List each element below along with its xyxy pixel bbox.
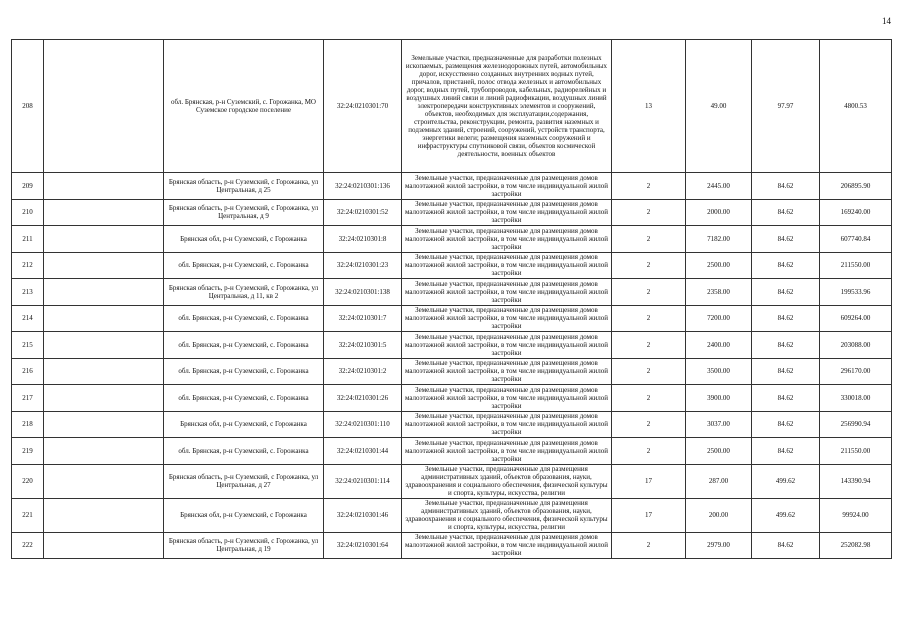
table-row (12, 385, 892, 412)
cell-cadastral-number: 32:24:0210301:114 (324, 464, 402, 498)
cell-upks: 84.62 (752, 411, 820, 438)
cell-cadastral-number: 32:24:0210301:2 (324, 358, 402, 385)
cell-number: 209 (12, 173, 44, 200)
cell-number: 211 (12, 226, 44, 253)
table-row (12, 252, 892, 279)
cell-upks: 84.62 (752, 385, 820, 412)
cell-upks: 97.97 (752, 40, 820, 173)
cell-address: Брянская область, р-н Суземский, с Горожанка, ул Центральная, д 25 (164, 173, 324, 200)
table-row (12, 332, 892, 359)
cell-empty (44, 252, 164, 279)
cell-cadastral-value: 206895.90 (820, 173, 892, 200)
cell-area: 49.00 (686, 40, 752, 173)
cell-upks: 84.62 (752, 279, 820, 306)
cell-upks: 84.62 (752, 252, 820, 279)
cell-number: 212 (12, 252, 44, 279)
cell-cadastral-value: 143390.94 (820, 464, 892, 498)
cell-empty (44, 532, 164, 559)
cell-upks: 84.62 (752, 305, 820, 332)
cell-group: 2 (612, 199, 686, 226)
cell-area: 3900.00 (686, 385, 752, 412)
cell-empty (44, 358, 164, 385)
table-row (12, 199, 892, 226)
cell-permitted-use: Земельные участки, предназначенные для размещения домов малоэтажной жилой застройки, в том числе индивидуальной жилой застройки (402, 385, 612, 412)
cell-group: 2 (612, 332, 686, 359)
table-row (12, 226, 892, 253)
cell-address: Брянская обл, р-н Суземский, с Горожанка (164, 226, 324, 253)
cell-upks: 84.62 (752, 332, 820, 359)
cell-cadastral-number: 32:24:0210301:110 (324, 411, 402, 438)
cell-area: 3500.00 (686, 358, 752, 385)
cell-permitted-use: Земельные участки, предназначенные для размещения домов малоэтажной жилой застройки, в том числе индивидуальной жилой застройки (402, 438, 612, 465)
cell-address: обл. Брянская, р-н Суземский, с. Горожанка (164, 358, 324, 385)
cell-permitted-use: Земельные участки, предназначенные для разработки полезных ископаемых, размещения железнодорожных путей, автомобильных дорог, искусственно созданных внутренних водных путей, причалов, пристаней, полос отвода железных и автомобильных дорог, водных путей, трубопроводов, кабельных, радиорелейных и воздушных линий связи и линий радиофикации, воздушных линий электропередачи конструктивных элементов и сооружений, объектов, необходимых для эксплуатации,содержания, строительства, реконструкции, ремонта, развития наземных и подземных зданий, строений, сооружений, устройств транспорта, энергетики велеги; размещения наземных сооружений и инфраструктуры спутниковой связи, объектов космической деятельности, военных объектов (402, 40, 612, 173)
cell-cadastral-value: 256990.94 (820, 411, 892, 438)
cell-cadastral-number: 32:24:0210301:52 (324, 199, 402, 226)
table-body (12, 40, 892, 559)
cell-empty (44, 199, 164, 226)
cell-empty (44, 305, 164, 332)
cell-cadastral-number: 32:24:0210301:46 (324, 498, 402, 532)
cell-number: 218 (12, 411, 44, 438)
cell-cadastral-value: 99924.00 (820, 498, 892, 532)
table-row (12, 532, 892, 559)
cell-empty (44, 464, 164, 498)
cell-empty (44, 332, 164, 359)
cell-address: обл. Брянская, р-н Суземский, с. Горожанка (164, 438, 324, 465)
cell-area: 2400.00 (686, 332, 752, 359)
cell-upks: 84.62 (752, 226, 820, 253)
cell-cadastral-value: 199533.96 (820, 279, 892, 306)
cell-cadastral-value: 607740.84 (820, 226, 892, 253)
cell-permitted-use: Земельные участки, предназначенные для размещения домов малоэтажной жилой застройки, в том числе индивидуальной жилой застройки (402, 173, 612, 200)
cell-empty (44, 438, 164, 465)
cell-number: 208 (12, 40, 44, 173)
cell-empty (44, 498, 164, 532)
cell-group: 2 (612, 411, 686, 438)
cell-cadastral-number: 32:24:0210301:44 (324, 438, 402, 465)
cell-permitted-use: Земельные участки, предназначенные для размещения административных зданий, объектов образования, науки, здравоохранения и социального обеспечения, физической культуры и спорта, культуры, искусства, религии (402, 464, 612, 498)
cell-number: 213 (12, 279, 44, 306)
cell-upks: 499.62 (752, 464, 820, 498)
cell-cadastral-number: 32:24:0210301:23 (324, 252, 402, 279)
cell-group: 2 (612, 305, 686, 332)
cell-group: 2 (612, 438, 686, 465)
cell-empty (44, 279, 164, 306)
cell-empty (44, 173, 164, 200)
cell-cadastral-value: 296170.00 (820, 358, 892, 385)
cell-area: 7200.00 (686, 305, 752, 332)
cell-area: 7182.00 (686, 226, 752, 253)
cell-cadastral-number: 32:24:0210301:7 (324, 305, 402, 332)
cell-cadastral-value: 4800.53 (820, 40, 892, 173)
cell-address: Брянская область, р-н Суземский, с Горожанка, ул Центральная, д 27 (164, 464, 324, 498)
cell-address: Брянская обл, р-н Суземский, с Горожанка (164, 498, 324, 532)
cell-number: 214 (12, 305, 44, 332)
cell-number: 210 (12, 199, 44, 226)
cell-permitted-use: Земельные участки, предназначенные для размещения домов малоэтажной жилой застройки, в том числе индивидуальной жилой застройки (402, 252, 612, 279)
table-row (12, 358, 892, 385)
cell-address: обл. Брянская, р-н Суземский, с. Горожанка (164, 385, 324, 412)
table-row (12, 173, 892, 200)
cell-empty (44, 411, 164, 438)
cell-cadastral-value: 330018.00 (820, 385, 892, 412)
cell-area: 287.00 (686, 464, 752, 498)
cell-permitted-use: Земельные участки, предназначенные для размещения домов малоэтажной жилой застройки, в том числе индивидуальной жилой застройки (402, 279, 612, 306)
cell-cadastral-value: 252082.98 (820, 532, 892, 559)
cell-area: 3037.00 (686, 411, 752, 438)
cell-group: 2 (612, 385, 686, 412)
cell-address: Брянская область, р-н Суземский, с Горожанка, ул Центральная, д 19 (164, 532, 324, 559)
cell-address: Брянская обл, р-н Суземский, с Горожанка (164, 411, 324, 438)
cell-address: Брянская область, р-н Суземский, с Горожанка, ул Центральная, д 9 (164, 199, 324, 226)
cell-address: обл. Брянская, р-н Суземский, с. Горожанка (164, 252, 324, 279)
cell-permitted-use: Земельные участки, предназначенные для размещения домов малоэтажной жилой застройки, в том числе индивидуальной жилой застройки (402, 226, 612, 253)
cell-permitted-use: Земельные участки, предназначенные для размещения домов малоэтажной жилой застройки, в том числе индивидуальной жилой застройки (402, 332, 612, 359)
cell-group: 17 (612, 464, 686, 498)
cell-cadastral-number: 32:24:0210301:26 (324, 385, 402, 412)
cell-upks: 499.62 (752, 498, 820, 532)
cell-group: 17 (612, 498, 686, 532)
cell-group: 2 (612, 226, 686, 253)
cell-upks: 84.62 (752, 438, 820, 465)
cell-cadastral-number: 32:24:0210301:138 (324, 279, 402, 306)
cell-permitted-use: Земельные участки, предназначенные для размещения административных зданий, объектов образования, науки, здравоохранения и социального обеспечения, физической культуры и спорта, культуры, искусства, религии (402, 498, 612, 532)
cell-area: 200.00 (686, 498, 752, 532)
cell-area: 2979.00 (686, 532, 752, 559)
cell-cadastral-value: 211550.00 (820, 252, 892, 279)
cell-group: 2 (612, 279, 686, 306)
cell-cadastral-number: 32:24:0210301:5 (324, 332, 402, 359)
cell-upks: 84.62 (752, 173, 820, 200)
cell-address: обл. Брянская, р-н Суземский, с. Горожанка (164, 332, 324, 359)
cell-group: 2 (612, 252, 686, 279)
cell-number: 219 (12, 438, 44, 465)
cell-area: 2500.00 (686, 252, 752, 279)
cell-area: 2000.00 (686, 199, 752, 226)
cell-upks: 84.62 (752, 532, 820, 559)
table-row (12, 498, 892, 532)
table-row (12, 305, 892, 332)
cell-address: обл. Брянская, р-н Суземский, с. Горожанка, МО Суземское городское поселение (164, 40, 324, 173)
cell-address: обл. Брянская, р-н Суземский, с. Горожанка (164, 305, 324, 332)
cell-group: 13 (612, 40, 686, 173)
cell-cadastral-number: 32:24:0210301:136 (324, 173, 402, 200)
cell-cadastral-number: 32:24:0210301:64 (324, 532, 402, 559)
cell-permitted-use: Земельные участки, предназначенные для размещения домов малоэтажной жилой застройки, в том числе индивидуальной жилой застройки (402, 532, 612, 559)
cell-permitted-use: Земельные участки, предназначенные для размещения домов малоэтажной жилой застройки, в том числе индивидуальной жилой застройки (402, 411, 612, 438)
cell-number: 220 (12, 464, 44, 498)
table-row (12, 279, 892, 306)
cell-upks: 84.62 (752, 199, 820, 226)
cell-area: 2445.00 (686, 173, 752, 200)
cell-number: 217 (12, 385, 44, 412)
cell-cadastral-value: 211550.00 (820, 438, 892, 465)
table-row (12, 438, 892, 465)
table-row (12, 40, 892, 173)
cell-number: 216 (12, 358, 44, 385)
cell-cadastral-value: 169240.00 (820, 199, 892, 226)
cell-empty (44, 40, 164, 173)
cell-number: 215 (12, 332, 44, 359)
cell-number: 221 (12, 498, 44, 532)
cell-group: 2 (612, 358, 686, 385)
cell-group: 2 (612, 173, 686, 200)
table-row (12, 464, 892, 498)
page-number: 14 (882, 16, 891, 26)
cell-empty (44, 226, 164, 253)
cell-permitted-use: Земельные участки, предназначенные для размещения домов малоэтажной жилой застройки, в том числе индивидуальной жилой застройки (402, 199, 612, 226)
cell-address: Брянская область, р-н Суземский, с Горожанка, ул Центральная, д 11, кв 2 (164, 279, 324, 306)
cell-upks: 84.62 (752, 358, 820, 385)
cell-number: 222 (12, 532, 44, 559)
table-row (12, 411, 892, 438)
cell-group: 2 (612, 532, 686, 559)
cell-permitted-use: Земельные участки, предназначенные для размещения домов малоэтажной жилой застройки, в том числе индивидуальной жилой застройки (402, 358, 612, 385)
cadastral-value-table (11, 39, 892, 559)
cell-cadastral-value: 609264.00 (820, 305, 892, 332)
cell-cadastral-number: 32:24:0210301:70 (324, 40, 402, 173)
cell-cadastral-value: 203088.00 (820, 332, 892, 359)
cell-area: 2358.00 (686, 279, 752, 306)
cell-permitted-use: Земельные участки, предназначенные для размещения домов малоэтажной жилой застройки, в том числе индивидуальной жилой застройки (402, 305, 612, 332)
cell-empty (44, 385, 164, 412)
cell-area: 2500.00 (686, 438, 752, 465)
cell-cadastral-number: 32:24:0210301:8 (324, 226, 402, 253)
